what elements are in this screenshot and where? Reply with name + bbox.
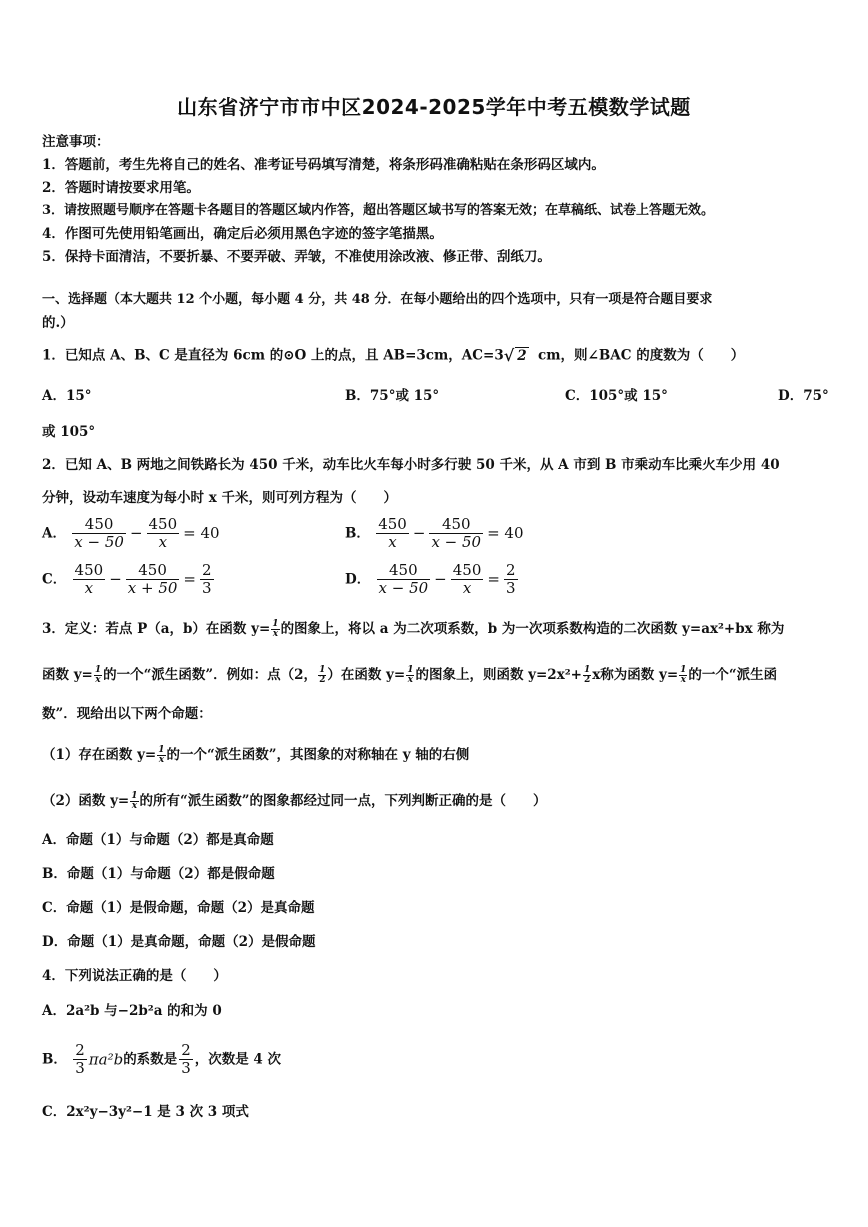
fraction: $\frac{2}{3}$ xyxy=(181,1041,191,1078)
fraction: $\frac{1}{x}$ xyxy=(407,665,414,685)
fraction: $\frac{1}{x}$ xyxy=(94,665,102,685)
notice-heading: 注意事项： xyxy=(42,134,110,150)
fraction: $\frac{450}{x + 50}$ xyxy=(127,561,178,598)
option-label: B． xyxy=(42,1051,67,1068)
fraction: $\frac{450}{x - 50}$ xyxy=(74,515,124,552)
question-3-line-2: 函数 y= $\frac{1}{x}$ 的一个“派生函数”．例如：点（2， $\frac{1}{2}$ ）在函数 y= $\frac{1}{x}$ 的图象上，则函数 y=2x²+ $\frac{1}{2}$ x称为函数 y= $\frac{1}{x}$ 的一个“派生函 xyxy=(42,665,778,685)
option-label: D． xyxy=(345,571,371,588)
fraction: $\frac{1}{2}$ xyxy=(583,665,591,685)
fraction: $\frac{450}{x}$ xyxy=(452,561,482,598)
question-2-stem: 2．已知 A、B 两地之间铁路长为 450 千米，动车比火车每小时多行驶 50 千米，从 A 市到 B 市乘动车比乘火车少用 40 xyxy=(42,457,780,473)
notice-item: 4．作图可先使用铅笔画出，确定后必须用黑色字迹的签字笔描黑。 xyxy=(42,226,443,242)
question-1-text: 1．已知点 A、B、C 是直径为 6cm 的⊙O 上的点，且 AB=3cm，AC=3 xyxy=(42,347,504,364)
notice-item: 5．保持卡面清洁，不要折暴、不要弄破、弄皱，不准使用涂改液、修正带、刮纸刀。 xyxy=(42,249,551,265)
q2-option-b[interactable]: B． $\frac{450}{x}$ − $\frac{450}{x - 50}$ = 40 xyxy=(345,515,524,552)
fraction: $\frac{2}{3}$ xyxy=(202,561,212,598)
q4-option-b[interactable]: B． $\frac{2}{3}$ πa²b的系数是 $\frac{2}{3}$ ，次数是 4 次 xyxy=(42,1041,282,1078)
q4-option-a[interactable]: A．2a²b 与−2b²a 的和为 0 xyxy=(42,1003,222,1019)
question-4-stem: 4．下列说法正确的是（ ） xyxy=(42,968,227,984)
q3-option-a[interactable]: A．命题（1）与命题（2）都是真命题 xyxy=(42,832,274,848)
fraction: $\frac{1}{x}$ xyxy=(272,619,279,639)
option-label: B． xyxy=(345,525,370,542)
option-label: A． xyxy=(42,525,66,542)
fraction: $\frac{2}{3}$ xyxy=(505,561,516,598)
option-label: C． xyxy=(42,571,67,588)
question-3-line-3: 数”．现给出以下两个命题： xyxy=(42,706,212,722)
sqrt-icon: √ xyxy=(503,346,515,365)
q3-option-d[interactable]: D．命题（1）是真命题，命题（2）是假命题 xyxy=(42,934,316,950)
q1-option-d[interactable]: D．75° xyxy=(778,388,829,404)
fraction: $\frac{1}{x}$ xyxy=(158,745,165,765)
q2-option-c[interactable]: C． $\frac{450}{x}$ − $\frac{450}{x + 50}$ = $\frac{2}{3}$ xyxy=(42,561,212,598)
radicand: 2 xyxy=(517,348,527,365)
question-1-text-end: cm，则∠BAC 的度数为（ ） xyxy=(538,347,745,364)
fraction: $\frac{1}{x}$ xyxy=(131,791,138,811)
fraction: $\frac{450}{x - 50}$ xyxy=(431,515,482,552)
q4-option-c[interactable]: C．2x²y−3y²−1 是 3 次 3 项式 xyxy=(42,1104,249,1120)
q3-option-c[interactable]: C．命题（1）是假命题，命题（2）是真命题 xyxy=(42,900,315,916)
fraction: $\frac{450}{x}$ xyxy=(74,561,104,598)
fraction: $\frac{450}{x}$ xyxy=(148,515,178,552)
q2-option-d[interactable]: D． $\frac{450}{x - 50}$ − $\frac{450}{x}$ = $\frac{2}{3}$ xyxy=(345,561,516,598)
question-2-stem-cont: 分钟，设动车速度为每小时 x 千米，则可列方程为（ ） xyxy=(42,490,397,506)
q1-option-b[interactable]: B．75°或 15° xyxy=(345,388,440,404)
q1-option-c[interactable]: C．105°或 15° xyxy=(565,388,668,404)
fraction: $\frac{450}{x - 50}$ xyxy=(378,561,429,598)
q1-option-d-cont: 或 105° xyxy=(42,424,96,440)
fraction: $\frac{450}{x}$ xyxy=(378,515,407,552)
q1-option-a[interactable]: A．15° xyxy=(42,388,92,404)
q3-proposition-1: （1）存在函数 y= $\frac{1}{x}$ 的一个“派生函数”，其图象的对称轴在 y 轴的右侧 xyxy=(42,745,470,765)
notice-item: 2．答题时请按要求用笔。 xyxy=(42,180,200,196)
fraction: $\frac{1}{x}$ xyxy=(680,665,687,685)
question-1-stem xyxy=(42,346,744,366)
fraction: $\frac{1}{2}$ xyxy=(319,665,326,685)
notice-item: 3．请按照题号顺序在答题卡各题目的答题区域内作答，超出答题区域书写的答案无效；在草稿纸、试卷上答题无效。 xyxy=(42,203,715,218)
q3-option-b[interactable]: B．命题（1）与命题（2）都是假命题 xyxy=(42,866,275,882)
question-3-line-1: 3．定义：若点 P（a，b）在函数 y= $\frac{1}{x}$ 的图象上，将以 a 为二次项系数，b 为一次项系数构造的二次函数 y=ax²+bx 称为 xyxy=(42,619,785,639)
fraction: $\frac{2}{3}$ xyxy=(75,1041,85,1078)
q3-proposition-2: （2）函数 y= $\frac{1}{x}$ 的所有“派生函数”的图象都经过同一点，下列判断正确的是（ ） xyxy=(42,791,547,811)
section-heading: 一、选择题（本大题共 12 个小题，每小题 4 分，共 48 分．在每小题给出的四个选项中，只有一项是符合题目要求 xyxy=(42,292,713,307)
section-heading-cont: 的.） xyxy=(42,315,74,331)
notice-item: 1．答题前，考生先将自己的姓名、准考证号码填写清楚，将条形码准确粘贴在条形码区域内。 xyxy=(42,157,605,173)
q2-option-a[interactable]: A． $\frac{450}{x - 50}$ − $\frac{450}{x}$ = 40 xyxy=(42,515,220,552)
page-title: 山东省济宁市市中区2024-2025学年中考五模数学试题 xyxy=(177,95,691,119)
